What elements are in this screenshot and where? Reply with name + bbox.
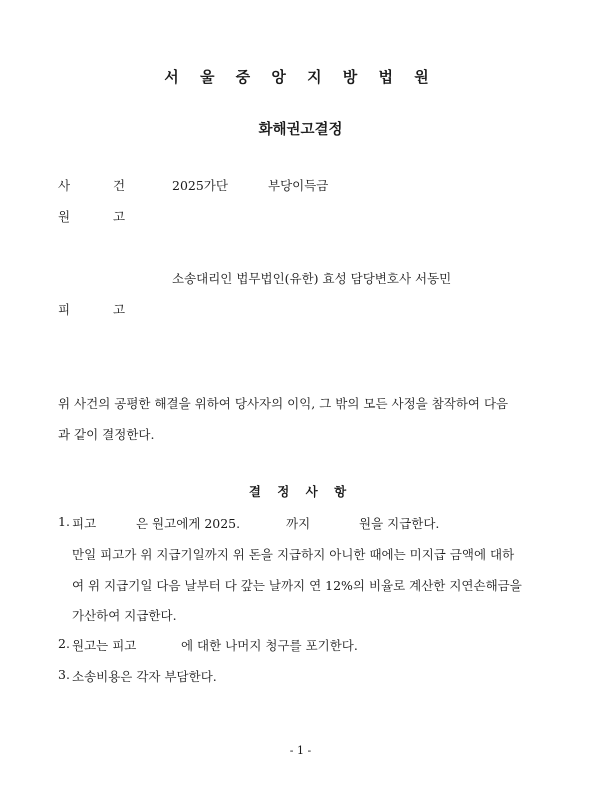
document-title: 화해권고결정 <box>258 122 343 138</box>
preamble-line-1: 위 사건의 공평한 해결을 위하여 당사자의 이익, 그 밖의 모든 사정을 참작하여 다음 <box>58 396 509 411</box>
court-name: 서 울 중 앙 지 방 법 원 <box>164 68 437 86</box>
case-label-1: 사 <box>58 178 71 193</box>
item-3-number: 3. <box>58 667 70 682</box>
defendant-label-1: 피 <box>58 302 71 317</box>
preamble-line-2: 과 같이 결정한다. <box>58 427 155 442</box>
item-1-cont-1: 만일 피고가 위 지급기일까지 위 돈을 지급하지 아니한 때에는 미지급 금액에 대하 <box>72 547 515 562</box>
item-1-amount: 원을 지급한다. <box>359 516 440 531</box>
item-1-number: 1. <box>58 514 70 529</box>
item-1-deadline: 까지 <box>286 516 311 531</box>
defendant-label-2: 고 <box>113 302 126 317</box>
item-1-cont-3: 가산하여 지급한다. <box>72 608 177 623</box>
item-2-text-a: 원고는 피고 <box>72 638 137 653</box>
plaintiff-counsel: 소송대리인 법무법인(유한) 효성 담당변호사 서동민 <box>172 271 452 286</box>
plaintiff-label-1: 원 <box>58 209 71 224</box>
item-1-cont-2: 여 위 지급기일 다음 날부터 다 갚는 날까지 연 12%의 비율로 계산한 지연손해금을 <box>72 578 522 593</box>
page-number: - 1 - <box>289 744 312 757</box>
case-label-2: 건 <box>113 178 126 193</box>
item-2-number: 2. <box>58 636 70 651</box>
item-3-text: 소송비용은 각자 부담한다. <box>72 669 217 684</box>
case-name: 부당이득금 <box>268 178 329 193</box>
item-2-text-b: 에 대한 나머지 청구를 포기한다. <box>181 638 358 653</box>
decision-section-title: 결 정 사 항 <box>248 484 353 499</box>
case-number: 2025가단 <box>172 178 228 193</box>
item-1-defendant: 피고 <box>72 516 97 531</box>
plaintiff-label-2: 고 <box>113 209 126 224</box>
item-1-payment-clause: 은 원고에게 2025. <box>136 516 241 531</box>
